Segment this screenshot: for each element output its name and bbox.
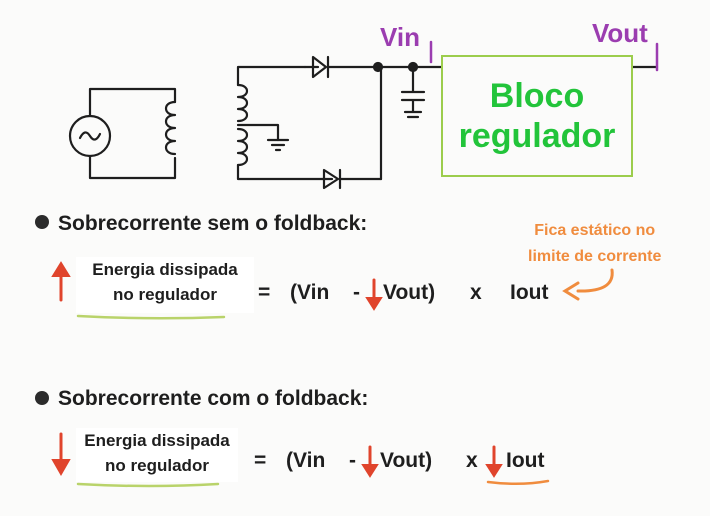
section1-heading: Sobrecorrente sem o foldback: — [58, 212, 368, 235]
regulator-block-line1: Bloco — [489, 77, 585, 115]
section1-iout: Iout — [510, 281, 549, 304]
section1-energy-line1: Energia dissipada — [92, 260, 238, 279]
vout-label: Vout — [592, 18, 648, 48]
section2-energy-box — [76, 428, 238, 482]
section2-heading: Sobrecorrente com o foldback: — [58, 387, 369, 410]
section1-vout: Vout) — [383, 281, 436, 304]
section1-energy-line2: no regulador — [113, 285, 217, 304]
section2-equals: = — [254, 449, 267, 472]
iout-underline — [488, 481, 548, 484]
section2-times: x — [466, 449, 478, 472]
section2-iout: Iout — [506, 449, 545, 472]
section2-energy-line1: Energia dissipada — [84, 431, 230, 450]
section2-vin: (Vin — [286, 449, 326, 472]
energy-underline — [78, 484, 218, 486]
note-line2: limite de corrente — [528, 248, 662, 265]
section1-equals: = — [258, 281, 271, 304]
section2-energy-line2: no regulador — [105, 456, 209, 475]
section1-vin: (Vin — [290, 281, 330, 304]
section1-minus: - — [353, 281, 360, 304]
section2-vout: Vout) — [380, 449, 433, 472]
note-line1: Fica estático no — [534, 222, 656, 239]
regulator-block-line2: regulador — [458, 117, 616, 155]
section2-minus: - — [349, 449, 356, 472]
section1-times: x — [470, 281, 482, 304]
vin-label: Vin — [380, 22, 420, 52]
